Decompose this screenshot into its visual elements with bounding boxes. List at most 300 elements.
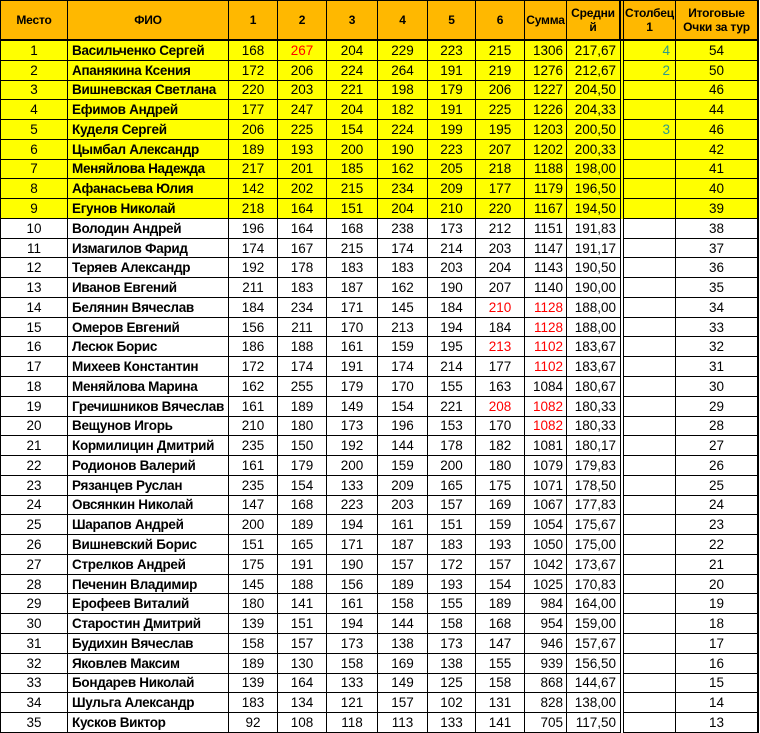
sum-cell[interactable]: 1128: [525, 298, 567, 318]
score-cell-3[interactable]: 200: [327, 456, 378, 476]
score-cell-3[interactable]: 154: [327, 120, 378, 140]
extra-column-cell[interactable]: 3: [624, 120, 676, 140]
points-cell[interactable]: 25: [676, 476, 758, 496]
score-cell-1[interactable]: 218: [229, 199, 278, 219]
score-cell-6[interactable]: 207: [476, 140, 525, 160]
score-cell-3[interactable]: 223: [327, 496, 378, 516]
score-cell-1[interactable]: 184: [229, 298, 278, 318]
score-cell-6[interactable]: 210: [476, 298, 525, 318]
name-cell[interactable]: Стрелков Андрей: [68, 555, 229, 575]
score-cell-5[interactable]: 214: [428, 239, 476, 259]
score-cell-2[interactable]: 267: [278, 41, 327, 61]
header-round-5[interactable]: 5: [428, 1, 476, 41]
score-cell-1[interactable]: 196: [229, 219, 278, 239]
score-cell-6[interactable]: 154: [476, 575, 525, 595]
average-cell[interactable]: 183,67: [567, 357, 620, 377]
score-cell-3[interactable]: 118: [327, 713, 378, 733]
name-cell[interactable]: Печенин Владимир: [68, 575, 229, 595]
sum-cell[interactable]: 1143: [525, 258, 567, 278]
sum-cell[interactable]: 1079: [525, 456, 567, 476]
name-cell[interactable]: Меняйлова Надежда: [68, 160, 229, 180]
extra-column-cell[interactable]: [624, 179, 676, 199]
points-cell[interactable]: 29: [676, 397, 758, 417]
score-cell-5[interactable]: 203: [428, 258, 476, 278]
score-cell-6[interactable]: 193: [476, 535, 525, 555]
points-cell[interactable]: 27: [676, 436, 758, 456]
place-cell[interactable]: 24: [1, 496, 68, 516]
place-cell[interactable]: 32: [1, 654, 68, 674]
extra-column-cell[interactable]: [624, 456, 676, 476]
average-cell[interactable]: 180,33: [567, 397, 620, 417]
average-cell[interactable]: 200,33: [567, 140, 620, 160]
score-cell-4[interactable]: 213: [378, 318, 428, 338]
place-cell[interactable]: 11: [1, 239, 68, 259]
score-cell-1[interactable]: 235: [229, 476, 278, 496]
score-cell-3[interactable]: 194: [327, 614, 378, 634]
score-cell-5[interactable]: 209: [428, 179, 476, 199]
score-cell-1[interactable]: 162: [229, 377, 278, 397]
score-cell-3[interactable]: 168: [327, 219, 378, 239]
score-cell-6[interactable]: 215: [476, 41, 525, 61]
name-cell[interactable]: Иванов Евгений: [68, 278, 229, 298]
score-cell-3[interactable]: 221: [327, 81, 378, 101]
name-cell[interactable]: Куделя Сергей: [68, 120, 229, 140]
points-cell[interactable]: 54: [676, 41, 758, 61]
score-cell-4[interactable]: 157: [378, 555, 428, 575]
score-cell-4[interactable]: 183: [378, 258, 428, 278]
score-cell-3[interactable]: 156: [327, 575, 378, 595]
average-cell[interactable]: 196,50: [567, 179, 620, 199]
extra-column-cell[interactable]: [624, 476, 676, 496]
average-cell[interactable]: 212,67: [567, 61, 620, 81]
sum-cell[interactable]: 1054: [525, 515, 567, 535]
score-cell-3[interactable]: 161: [327, 337, 378, 357]
extra-column-cell[interactable]: [624, 219, 676, 239]
average-cell[interactable]: 170,83: [567, 575, 620, 595]
score-cell-4[interactable]: 224: [378, 120, 428, 140]
average-cell[interactable]: 157,67: [567, 634, 620, 654]
place-cell[interactable]: 35: [1, 713, 68, 733]
score-cell-5[interactable]: 195: [428, 337, 476, 357]
score-cell-2[interactable]: 189: [278, 515, 327, 535]
score-cell-5[interactable]: 223: [428, 140, 476, 160]
average-cell[interactable]: 217,67: [567, 41, 620, 61]
score-cell-5[interactable]: 165: [428, 476, 476, 496]
extra-column-cell[interactable]: [624, 575, 676, 595]
points-cell[interactable]: 44: [676, 100, 758, 120]
score-cell-1[interactable]: 158: [229, 634, 278, 654]
score-cell-3[interactable]: 171: [327, 535, 378, 555]
points-cell[interactable]: 37: [676, 239, 758, 259]
score-cell-5[interactable]: 178: [428, 436, 476, 456]
place-cell[interactable]: 13: [1, 278, 68, 298]
score-cell-3[interactable]: 171: [327, 298, 378, 318]
score-cell-3[interactable]: 170: [327, 318, 378, 338]
name-cell[interactable]: Вишневская Светлана: [68, 81, 229, 101]
score-cell-4[interactable]: 113: [378, 713, 428, 733]
score-cell-5[interactable]: 214: [428, 357, 476, 377]
score-cell-1[interactable]: 210: [229, 417, 278, 437]
extra-column-cell[interactable]: [624, 594, 676, 614]
score-cell-5[interactable]: 210: [428, 199, 476, 219]
points-cell[interactable]: 28: [676, 417, 758, 437]
score-cell-6[interactable]: 212: [476, 219, 525, 239]
score-cell-6[interactable]: 158: [476, 674, 525, 694]
score-cell-1[interactable]: 92: [229, 713, 278, 733]
score-cell-5[interactable]: 183: [428, 535, 476, 555]
average-cell[interactable]: 175,67: [567, 515, 620, 535]
extra-column-cell[interactable]: [624, 634, 676, 654]
average-cell[interactable]: 144,67: [567, 674, 620, 694]
extra-column-cell[interactable]: [624, 674, 676, 694]
score-cell-6[interactable]: 220: [476, 199, 525, 219]
score-cell-1[interactable]: 161: [229, 456, 278, 476]
place-cell[interactable]: 3: [1, 81, 68, 101]
sum-cell[interactable]: 1276: [525, 61, 567, 81]
sum-cell[interactable]: 1179: [525, 179, 567, 199]
place-cell[interactable]: 28: [1, 575, 68, 595]
average-cell[interactable]: 179,83: [567, 456, 620, 476]
score-cell-5[interactable]: 173: [428, 219, 476, 239]
place-cell[interactable]: 12: [1, 258, 68, 278]
sum-cell[interactable]: 868: [525, 674, 567, 694]
score-cell-4[interactable]: 264: [378, 61, 428, 81]
points-cell[interactable]: 46: [676, 120, 758, 140]
extra-column-cell[interactable]: [624, 278, 676, 298]
score-cell-3[interactable]: 215: [327, 239, 378, 259]
score-cell-3[interactable]: 173: [327, 634, 378, 654]
name-cell[interactable]: Ерофеев Виталий: [68, 594, 229, 614]
points-cell[interactable]: 23: [676, 515, 758, 535]
name-cell[interactable]: Ефимов Андрей: [68, 100, 229, 120]
score-cell-1[interactable]: 142: [229, 179, 278, 199]
score-cell-2[interactable]: 189: [278, 397, 327, 417]
score-cell-2[interactable]: 164: [278, 199, 327, 219]
score-cell-5[interactable]: 133: [428, 713, 476, 733]
points-cell[interactable]: 35: [676, 278, 758, 298]
score-cell-3[interactable]: 194: [327, 515, 378, 535]
sum-cell[interactable]: 946: [525, 634, 567, 654]
score-cell-4[interactable]: 149: [378, 674, 428, 694]
score-cell-6[interactable]: 180: [476, 456, 525, 476]
score-cell-2[interactable]: 108: [278, 713, 327, 733]
points-cell[interactable]: 32: [676, 337, 758, 357]
score-cell-3[interactable]: 133: [327, 674, 378, 694]
score-cell-3[interactable]: 185: [327, 160, 378, 180]
average-cell[interactable]: 183,67: [567, 337, 620, 357]
score-cell-1[interactable]: 147: [229, 496, 278, 516]
score-cell-3[interactable]: 204: [327, 41, 378, 61]
score-cell-2[interactable]: 179: [278, 456, 327, 476]
score-cell-2[interactable]: 255: [278, 377, 327, 397]
name-cell[interactable]: Вишневский Борис: [68, 535, 229, 555]
score-cell-1[interactable]: 175: [229, 555, 278, 575]
score-cell-6[interactable]: 204: [476, 258, 525, 278]
extra-column-cell[interactable]: 2: [624, 61, 676, 81]
score-cell-6[interactable]: 147: [476, 634, 525, 654]
name-cell[interactable]: Михеев Константин: [68, 357, 229, 377]
sum-cell[interactable]: 1050: [525, 535, 567, 555]
score-cell-1[interactable]: 172: [229, 357, 278, 377]
average-cell[interactable]: 180,17: [567, 436, 620, 456]
extra-column-cell[interactable]: [624, 397, 676, 417]
average-cell[interactable]: 204,50: [567, 81, 620, 101]
name-cell[interactable]: Вещунов Игорь: [68, 417, 229, 437]
points-cell[interactable]: 46: [676, 81, 758, 101]
score-cell-3[interactable]: 158: [327, 654, 378, 674]
score-cell-4[interactable]: 169: [378, 654, 428, 674]
extra-column-cell[interactable]: [624, 417, 676, 437]
score-cell-5[interactable]: 199: [428, 120, 476, 140]
extra-column-cell[interactable]: [624, 693, 676, 713]
score-cell-3[interactable]: 149: [327, 397, 378, 417]
sum-cell[interactable]: 1067: [525, 496, 567, 516]
place-cell[interactable]: 21: [1, 436, 68, 456]
score-cell-4[interactable]: 234: [378, 179, 428, 199]
name-cell[interactable]: Володин Андрей: [68, 219, 229, 239]
name-cell[interactable]: Кусков Виктор: [68, 713, 229, 733]
place-cell[interactable]: 26: [1, 535, 68, 555]
score-cell-3[interactable]: 121: [327, 693, 378, 713]
name-cell[interactable]: Яковлев Максим: [68, 654, 229, 674]
score-cell-6[interactable]: 195: [476, 120, 525, 140]
place-cell[interactable]: 4: [1, 100, 68, 120]
score-cell-2[interactable]: 202: [278, 179, 327, 199]
sum-cell[interactable]: 1227: [525, 81, 567, 101]
place-cell[interactable]: 7: [1, 160, 68, 180]
points-cell[interactable]: 20: [676, 575, 758, 595]
sum-cell[interactable]: 954: [525, 614, 567, 634]
score-cell-6[interactable]: 207: [476, 278, 525, 298]
score-cell-1[interactable]: 189: [229, 140, 278, 160]
name-cell[interactable]: Гречишников Вячеслав: [68, 397, 229, 417]
score-cell-2[interactable]: 201: [278, 160, 327, 180]
points-cell[interactable]: 21: [676, 555, 758, 575]
header-round-3[interactable]: 3: [327, 1, 378, 41]
average-cell[interactable]: 173,67: [567, 555, 620, 575]
score-cell-2[interactable]: 167: [278, 239, 327, 259]
score-cell-2[interactable]: 193: [278, 140, 327, 160]
score-cell-5[interactable]: 153: [428, 417, 476, 437]
sum-cell[interactable]: 1042: [525, 555, 567, 575]
score-cell-3[interactable]: 187: [327, 278, 378, 298]
score-cell-4[interactable]: 154: [378, 397, 428, 417]
score-cell-4[interactable]: 229: [378, 41, 428, 61]
place-cell[interactable]: 27: [1, 555, 68, 575]
score-cell-6[interactable]: 219: [476, 61, 525, 81]
average-cell[interactable]: 191,17: [567, 239, 620, 259]
name-cell[interactable]: Старостин Дмитрий: [68, 614, 229, 634]
score-cell-3[interactable]: 183: [327, 258, 378, 278]
average-cell[interactable]: 164,00: [567, 594, 620, 614]
place-cell[interactable]: 33: [1, 674, 68, 694]
place-cell[interactable]: 30: [1, 614, 68, 634]
score-cell-4[interactable]: 144: [378, 436, 428, 456]
score-cell-2[interactable]: 191: [278, 555, 327, 575]
average-cell[interactable]: 200,50: [567, 120, 620, 140]
extra-column-cell[interactable]: [624, 515, 676, 535]
score-cell-1[interactable]: 186: [229, 337, 278, 357]
score-cell-1[interactable]: 183: [229, 693, 278, 713]
extra-column-cell[interactable]: [624, 496, 676, 516]
name-cell[interactable]: Васильченко Сергей: [68, 41, 229, 61]
average-cell[interactable]: 180,33: [567, 417, 620, 437]
score-cell-2[interactable]: 130: [278, 654, 327, 674]
score-cell-4[interactable]: 138: [378, 634, 428, 654]
score-cell-2[interactable]: 188: [278, 575, 327, 595]
average-cell[interactable]: 159,00: [567, 614, 620, 634]
score-cell-6[interactable]: 175: [476, 476, 525, 496]
place-cell[interactable]: 15: [1, 318, 68, 338]
average-cell[interactable]: 188,00: [567, 318, 620, 338]
average-cell[interactable]: 190,50: [567, 258, 620, 278]
score-cell-2[interactable]: 247: [278, 100, 327, 120]
sum-cell[interactable]: 705: [525, 713, 567, 733]
place-cell[interactable]: 1: [1, 41, 68, 61]
score-cell-4[interactable]: 158: [378, 594, 428, 614]
score-cell-1[interactable]: 192: [229, 258, 278, 278]
score-cell-2[interactable]: 164: [278, 674, 327, 694]
score-cell-2[interactable]: 154: [278, 476, 327, 496]
points-cell[interactable]: 38: [676, 219, 758, 239]
score-cell-2[interactable]: 203: [278, 81, 327, 101]
extra-column-cell[interactable]: [624, 81, 676, 101]
score-cell-6[interactable]: 206: [476, 81, 525, 101]
sum-cell[interactable]: 939: [525, 654, 567, 674]
extra-column-cell[interactable]: [624, 140, 676, 160]
name-cell[interactable]: Рязанцев Руслан: [68, 476, 229, 496]
header-place[interactable]: Место: [1, 1, 68, 41]
score-cell-5[interactable]: 184: [428, 298, 476, 318]
extra-column-cell[interactable]: [624, 654, 676, 674]
score-cell-6[interactable]: 189: [476, 594, 525, 614]
points-cell[interactable]: 18: [676, 614, 758, 634]
name-cell[interactable]: Апанякина Ксения: [68, 61, 229, 81]
score-cell-3[interactable]: 191: [327, 357, 378, 377]
score-cell-4[interactable]: 203: [378, 496, 428, 516]
points-cell[interactable]: 16: [676, 654, 758, 674]
score-cell-5[interactable]: 158: [428, 614, 476, 634]
sum-cell[interactable]: 1202: [525, 140, 567, 160]
score-cell-1[interactable]: 161: [229, 397, 278, 417]
place-cell[interactable]: 25: [1, 515, 68, 535]
points-cell[interactable]: 31: [676, 357, 758, 377]
place-cell[interactable]: 20: [1, 417, 68, 437]
score-cell-1[interactable]: 220: [229, 81, 278, 101]
score-cell-6[interactable]: 155: [476, 654, 525, 674]
score-cell-6[interactable]: 131: [476, 693, 525, 713]
points-cell[interactable]: 19: [676, 594, 758, 614]
place-cell[interactable]: 5: [1, 120, 68, 140]
score-cell-6[interactable]: 159: [476, 515, 525, 535]
name-cell[interactable]: Родионов Валерий: [68, 456, 229, 476]
extra-column-cell[interactable]: 4: [624, 41, 676, 61]
score-cell-2[interactable]: 211: [278, 318, 327, 338]
extra-column-cell[interactable]: [624, 535, 676, 555]
extra-column-cell[interactable]: [624, 199, 676, 219]
score-cell-2[interactable]: 234: [278, 298, 327, 318]
score-cell-4[interactable]: 190: [378, 140, 428, 160]
sum-cell[interactable]: 1151: [525, 219, 567, 239]
name-cell[interactable]: Егунов Николай: [68, 199, 229, 219]
score-cell-2[interactable]: 157: [278, 634, 327, 654]
score-cell-3[interactable]: 224: [327, 61, 378, 81]
score-cell-4[interactable]: 187: [378, 535, 428, 555]
sum-cell[interactable]: 1188: [525, 160, 567, 180]
sum-cell[interactable]: 828: [525, 693, 567, 713]
score-cell-6[interactable]: 141: [476, 713, 525, 733]
sum-cell[interactable]: 1226: [525, 100, 567, 120]
points-cell[interactable]: 39: [676, 199, 758, 219]
extra-column-cell[interactable]: [624, 298, 676, 318]
score-cell-4[interactable]: 159: [378, 337, 428, 357]
score-cell-4[interactable]: 182: [378, 100, 428, 120]
sum-cell[interactable]: 1203: [525, 120, 567, 140]
sum-cell[interactable]: 1147: [525, 239, 567, 259]
extra-column-cell[interactable]: [624, 377, 676, 397]
header-sum[interactable]: Сумма: [525, 1, 567, 41]
extra-column-cell[interactable]: [624, 555, 676, 575]
name-cell[interactable]: Бондарев Николай: [68, 674, 229, 694]
score-cell-1[interactable]: 174: [229, 239, 278, 259]
place-cell[interactable]: 10: [1, 219, 68, 239]
average-cell[interactable]: 191,83: [567, 219, 620, 239]
score-cell-4[interactable]: 174: [378, 239, 428, 259]
score-cell-2[interactable]: 180: [278, 417, 327, 437]
score-cell-5[interactable]: 191: [428, 100, 476, 120]
score-cell-5[interactable]: 155: [428, 594, 476, 614]
place-cell[interactable]: 29: [1, 594, 68, 614]
score-cell-3[interactable]: 173: [327, 417, 378, 437]
average-cell[interactable]: 194,50: [567, 199, 620, 219]
name-cell[interactable]: Лесюк Борис: [68, 337, 229, 357]
average-cell[interactable]: 198,00: [567, 160, 620, 180]
score-cell-1[interactable]: 145: [229, 575, 278, 595]
average-cell[interactable]: 138,00: [567, 693, 620, 713]
score-cell-5[interactable]: 179: [428, 81, 476, 101]
place-cell[interactable]: 14: [1, 298, 68, 318]
name-cell[interactable]: Шарапов Андрей: [68, 515, 229, 535]
score-cell-4[interactable]: 174: [378, 357, 428, 377]
score-cell-5[interactable]: 190: [428, 278, 476, 298]
score-cell-6[interactable]: 168: [476, 614, 525, 634]
average-cell[interactable]: 188,00: [567, 298, 620, 318]
score-cell-6[interactable]: 169: [476, 496, 525, 516]
score-cell-1[interactable]: 189: [229, 654, 278, 674]
place-cell[interactable]: 34: [1, 693, 68, 713]
score-cell-2[interactable]: 225: [278, 120, 327, 140]
score-cell-6[interactable]: 184: [476, 318, 525, 338]
extra-column-cell[interactable]: [624, 713, 676, 733]
score-cell-4[interactable]: 144: [378, 614, 428, 634]
score-cell-1[interactable]: 139: [229, 674, 278, 694]
name-cell[interactable]: Омеров Евгений: [68, 318, 229, 338]
points-cell[interactable]: 13: [676, 713, 758, 733]
score-cell-4[interactable]: 198: [378, 81, 428, 101]
score-cell-5[interactable]: 191: [428, 61, 476, 81]
score-cell-6[interactable]: 163: [476, 377, 525, 397]
score-cell-6[interactable]: 157: [476, 555, 525, 575]
name-cell[interactable]: Измагилов Фарид: [68, 239, 229, 259]
place-cell[interactable]: 22: [1, 456, 68, 476]
score-cell-2[interactable]: 150: [278, 436, 327, 456]
points-cell[interactable]: 24: [676, 496, 758, 516]
score-cell-2[interactable]: 164: [278, 219, 327, 239]
average-cell[interactable]: 117,50: [567, 713, 620, 733]
score-cell-6[interactable]: 208: [476, 397, 525, 417]
score-cell-2[interactable]: 174: [278, 357, 327, 377]
points-cell[interactable]: 14: [676, 693, 758, 713]
